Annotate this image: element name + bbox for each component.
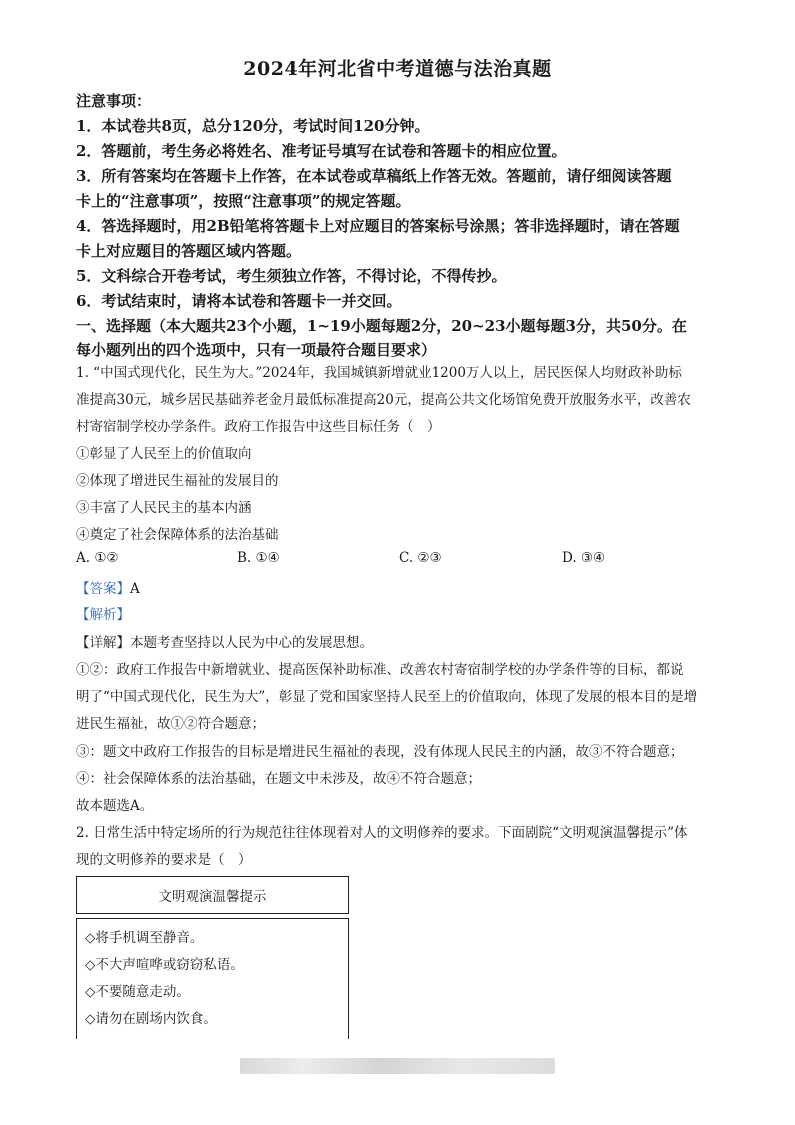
notice-line: 4．答选择题时，用2B铅笔将答题卡上对应题目的答案标号涂黑；答非选择题时，请在答题 [76, 217, 680, 235]
statement-item: ①彰显了人民至上的价值取向 [76, 446, 252, 462]
question-stem: 准提高30元，城乡居民基础养老金月最低标准提高20元，提高公共文化场馆免费开放服务水平，改善农 [76, 392, 691, 408]
detail-line: ④：社会保障体系的法治基础，在题文中未涉及，故④不符合题意； [76, 771, 481, 787]
tips-box [76, 918, 349, 1039]
section-heading: 一、选择题（本大题共23个小题，1~19小题每题2分，20~23小题每题3分，共50分。在 [76, 317, 687, 335]
option-d: D. ③④ [562, 550, 606, 566]
option-b: B. ①④ [237, 550, 280, 566]
detail-line: 进民生福祉，故①②符合题意； [76, 716, 265, 732]
redacted-watermark [240, 1058, 555, 1074]
answer-tag: 【答案】 [76, 581, 130, 597]
tip-item: ◇不要随意走动。 [85, 984, 190, 1000]
notice-line: 1．本试卷共8页，总分120分，考试时间120分钟。 [76, 117, 430, 135]
notice-line: 6．考试结束时，请将本试卷和答题卡一并交回。 [76, 292, 402, 310]
question-stem: 2. 日常生活中特定场所的行为规范往往体现着对人的文明修养的要求。下面剧院“文明观演温馨提示”体 [76, 825, 688, 841]
tips-title: 文明观演温馨提示 [158, 889, 267, 905]
question-stem: 1. “中国式现代化，民生为大。”2024年，我国城镇新增就业1200万人以上，居民医保人均财政补助标 [76, 365, 682, 381]
question-stem: 现的文明修养的要求是（ ） [76, 852, 252, 868]
option-c: C. ②③ [399, 550, 442, 566]
tip-item: ◇将手机调至静音。 [85, 930, 204, 946]
detail-line: ③：题文中政府工作报告的目标是增进民生福祉的表现，没有体现人民民主的内涵，故③不符合题意； [76, 744, 684, 760]
section-heading: 每小题列出的四个选项中，只有一项最符合题目要求） [76, 341, 437, 359]
detail-line: 【详解】本题考查坚持以人民为中心的发展思想。 [76, 635, 373, 651]
page-title: 2024年河北省中考道德与法治真题 [243, 58, 552, 80]
detail-line: ①②：政府工作报告中新增就业、提高医保补助标准、改善农村寄宿制学校的办学条件等的目标，都说 [76, 662, 684, 678]
tips-title-box [76, 876, 349, 914]
statement-item: ②体现了增进民生福祉的发展目的 [76, 473, 279, 489]
notice-line: 2．答题前，考生务必将姓名、准考证号填写在试卷和答题卡的相应位置。 [76, 142, 567, 160]
notice-heading: 注意事项： [76, 92, 152, 110]
notice-line: 卡上对应题目的答题区域内答题。 [76, 242, 302, 260]
analysis-tag: 【解析】 [76, 607, 130, 623]
answer-line [76, 577, 140, 597]
answer-value: A [130, 581, 140, 597]
statement-item: ④奠定了社会保障体系的法治基础 [76, 527, 279, 543]
question-stem: 村寄宿制学校办学条件。政府工作报告中这些目标任务（ ） [76, 419, 441, 435]
tip-item: ◇请勿在剧场内饮食。 [85, 1011, 217, 1027]
detail-line: 明了“中国式现代化，民生为大”，彰显了党和国家坚持人民至上的价值取向，体现了发展的根本目的是增 [76, 689, 698, 705]
tip-item: ◇不大声喧哗或窃窃私语。 [85, 957, 244, 973]
detail-line: 故本题选A。 [76, 798, 154, 814]
option-a: A. ①② [76, 550, 119, 566]
notice-line: 卡上的“注意事项”，按照“注意事项”的规定答题。 [76, 192, 411, 210]
notice-line: 3．所有答案均在答题卡上作答，在本试卷或草稿纸上作答无效。答题前，请仔细阅读答题 [76, 167, 672, 185]
statement-item: ③丰富了人民民主的基本内涵 [76, 500, 252, 516]
notice-line: 5．文科综合开卷考试，考生须独立作答，不得讨论，不得传抄。 [76, 267, 507, 285]
